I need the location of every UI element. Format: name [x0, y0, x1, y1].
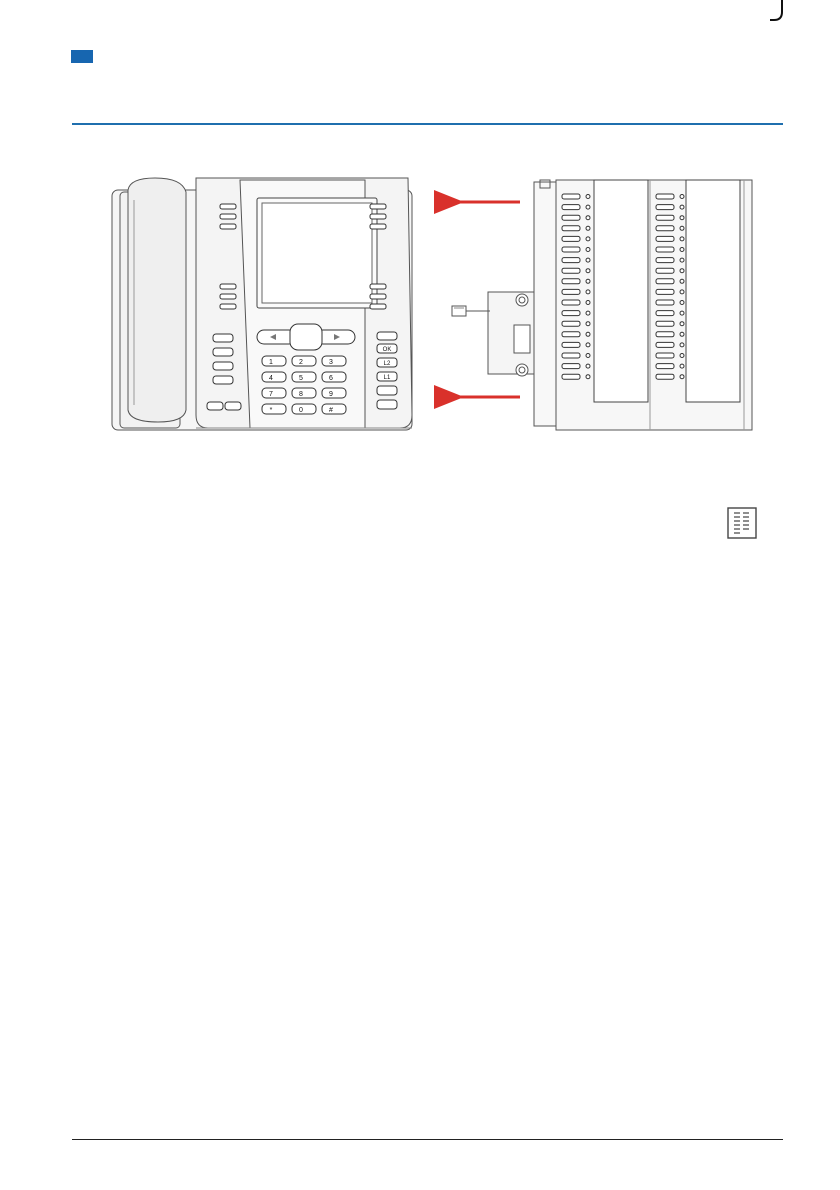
dial-key-label: 4 [269, 375, 273, 382]
phone-expansion-module-figure [100, 160, 760, 450]
key-l2: L2 [383, 361, 391, 367]
module-key-led [586, 205, 590, 209]
module-key-led [680, 343, 684, 347]
module-key-led [680, 375, 684, 379]
key-ok: OK [382, 347, 392, 353]
dial-key [292, 372, 316, 382]
dial-key-label: 6 [329, 375, 333, 382]
module-line-key [656, 205, 674, 210]
module-key-led [586, 332, 590, 336]
module-key-led [586, 364, 590, 368]
module-key-led [680, 195, 684, 199]
module-key-led [586, 279, 590, 283]
module-line-key [656, 279, 674, 284]
dial-key-label: 2 [299, 359, 303, 366]
header-rule [72, 123, 783, 125]
footer-rule [72, 1139, 783, 1140]
dial-key [262, 388, 286, 398]
module-line-key [656, 364, 674, 369]
module-key-led [680, 332, 684, 336]
dial-key-label: 3 [329, 359, 333, 366]
dial-key [292, 356, 316, 366]
dial-key [262, 404, 286, 414]
ethernet-cable-icon [452, 306, 490, 316]
key-l1: L1 [383, 375, 391, 381]
module-line-key [562, 247, 580, 252]
expansion-module [452, 180, 752, 430]
module-key-led [680, 364, 684, 368]
note-document-icon [727, 507, 757, 539]
handset [128, 178, 186, 422]
module-line-key [656, 236, 674, 241]
dial-key-label: 8 [299, 391, 303, 398]
module-line-key [562, 374, 580, 379]
module-key-led [680, 279, 684, 283]
dial-key-label: 7 [269, 391, 273, 398]
module-line-key [656, 311, 674, 316]
page-corner-mark [0, 0, 840, 40]
section-marker [71, 50, 93, 63]
module-key-led [680, 311, 684, 315]
module-key-led [586, 258, 590, 262]
module-key-led [586, 237, 590, 241]
module-key-led [680, 216, 684, 220]
module-line-key [656, 374, 674, 379]
module-key-led [680, 354, 684, 358]
module-key-led [586, 195, 590, 199]
dial-key [322, 372, 346, 382]
module-line-key [656, 289, 674, 294]
module-key-led [680, 301, 684, 305]
module-key-led [680, 226, 684, 230]
dial-key-label: 5 [299, 375, 303, 382]
module-key-led [680, 258, 684, 262]
module-line-key [562, 215, 580, 220]
module-key-led [680, 290, 684, 294]
module-key-led [680, 237, 684, 241]
module-key-led [586, 248, 590, 252]
module-line-key [656, 342, 674, 347]
module-line-key [562, 364, 580, 369]
module-line-key [656, 321, 674, 326]
dial-key-label: # [329, 407, 333, 414]
module-line-key [656, 215, 674, 220]
dial-key-label: 9 [329, 391, 333, 398]
module-line-key [562, 236, 580, 241]
module-line-key [562, 311, 580, 316]
module-line-key [562, 258, 580, 263]
module-line-key [562, 332, 580, 337]
module-key-led [586, 343, 590, 347]
module-line-key [656, 353, 674, 358]
dial-key-label: 1 [269, 359, 273, 366]
dial-key-label: 0 [299, 407, 303, 414]
module-key-led [680, 269, 684, 273]
module-line-key [562, 353, 580, 358]
module-line-key [562, 194, 580, 199]
module-line-key [656, 226, 674, 231]
module-key-led [680, 248, 684, 252]
module-line-key [562, 321, 580, 326]
dial-key [262, 356, 286, 366]
module-key-led [586, 269, 590, 273]
module-line-key [656, 247, 674, 252]
module-line-key [562, 289, 580, 294]
module-line-key [656, 194, 674, 199]
module-key-led [586, 354, 590, 358]
module-line-key [562, 268, 580, 273]
module-key-led [586, 322, 590, 326]
dial-key [322, 388, 346, 398]
module-line-key [562, 300, 580, 305]
module-line-key [562, 279, 580, 284]
dial-key [262, 372, 286, 382]
dial-key [322, 356, 346, 366]
module-line-key [656, 268, 674, 273]
module-key-led [586, 226, 590, 230]
dial-key-label: * [269, 407, 273, 414]
module-key-led [586, 311, 590, 315]
module-line-key [562, 226, 580, 231]
module-line-key [656, 332, 674, 337]
module-line-key [562, 342, 580, 347]
module-key-led [586, 301, 590, 305]
module-line-key [562, 205, 580, 210]
module-line-key [656, 300, 674, 305]
module-key-led [680, 322, 684, 326]
dial-key [292, 388, 316, 398]
dial-key [292, 404, 316, 414]
dial-key [322, 404, 346, 414]
module-key-led [586, 375, 590, 379]
module-key-led [586, 216, 590, 220]
module-key-led [680, 205, 684, 209]
module-key-led [586, 290, 590, 294]
module-line-key [656, 258, 674, 263]
